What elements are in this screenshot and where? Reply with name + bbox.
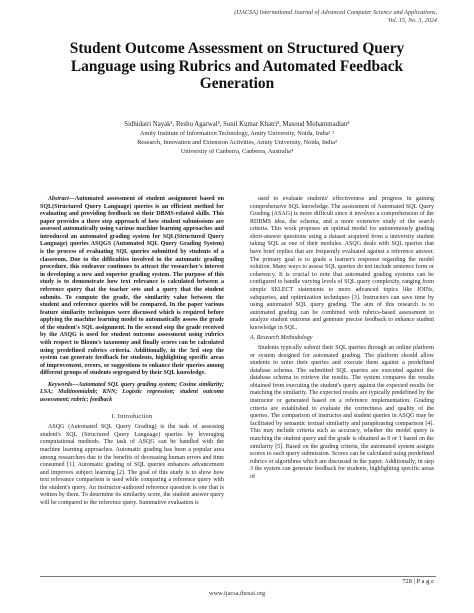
abstract-label: Abstract bbox=[48, 196, 69, 202]
abstract-text: —Automated assessment of student assignment based on SQL(Structured Query Language) queries is an efficient method for evaluating and providing feedback on their DBMS-related skills. This paper provides a three step approach of how student submissions are assessed automatically using various machine learning approaches and introduced an automated grading system for SQL(Structured Query Language) queries ASQGS (Automated SQL Query Grading System) is the process of evaluating SQL queries submitted by students of a classroom. Due to the difficulties involved in the automatic grading procedure, this endeavor continues to attract the researcher's interest in developing a new and superior grading system. The purpose of this study is to demonstrate how text relevance is calculated between a reference query that the teacher sets and a query that the student submits. To compute the grade, the similarity value between the student and reference queries will be compared. In the paper various feature similarity techniques were discussed which is required before applying the machine learning model to automatically assess the grade of the student's SQL assignment. In the second step the grade received by the ASQG is used for student outcome assessment using rubrics with respect to Bloom's taxonomy and finally scores can be calculated using predefined rubrics criteria. Additionally, in the 3rd step the system can generate feedback for students, highlighting specific areas of improvement, errors, or suggestions to enhance their queries among different groups of students segregated by their SQL knowledge. bbox=[40, 196, 224, 377]
footer-divider bbox=[40, 576, 436, 577]
paper-title: Student Outcome Assessment on Structured Query Language using Rubrics and Automated Feedback Generation bbox=[69, 40, 405, 93]
page-number: 728 | P a g e bbox=[401, 578, 434, 585]
left-column bbox=[40, 196, 224, 508]
subsection-heading-research-methodology: A. Research Methodology bbox=[250, 335, 313, 342]
journal-volume: Vol. 15, No. 3, 2024 bbox=[387, 17, 437, 24]
right-paragraph-2: Students typically submit their SQL queries through an online platform or system designed for automated grading. The platform should allow students to enter their queries and execute them against a predefined database schema. The submitted SQL queries are executed against the database schema to retrieve the results. The system compares the results obtained from executing the student's query against the expected results for matching the similarity. The expected results are typically predefined by the instructor or generated based on a reference implementation. Grading criteria are established to evaluate the correctness and quality of the queries. The comparison of instructor and student queries in ASQG may be facilitated by semantic textual similarity and paraphrasing comparison [4]. This may include criteria such as accuracy, whether the model query is matching the student query and the grade is obtained as 0 or 1 based on the similarity [5]. Based on the grading criteria, the automated system assigns scores to each query submission. Scores can be calculated using predefined rubrics or algorithms which are discussed in the paper. Additionally, in step 3 the system can generate feedback for students, highlighting specific areas of bbox=[250, 344, 434, 480]
section-heading-introduction: I. Introduction bbox=[111, 412, 153, 420]
keywords bbox=[40, 382, 224, 405]
affiliation-1: Amity Institute of Information Technology, Amity University, Noida, India¹ ² bbox=[139, 129, 335, 137]
author-block bbox=[40, 121, 434, 157]
affiliation-3: University of Canberra, Canberra, Australia⁴ bbox=[180, 147, 294, 155]
affiliation-2: Research, Innovation and Extension Activities, Amity University, Noida, India³ bbox=[137, 138, 337, 146]
introduction-paragraph: ASQG (Automated SQL Query Grading) is the task of assessing student's SQL (Structured Query Language) queries by leveraging computational methods. The task of ASQG can be handled with the machine learning approaches. Automatic grading has been a popular area among researchers due to the benefits of decreasing human errors and time consumed [1]. Automatic grading of SQL queries enhances advancement and improves subject learning [2]. The goal of this study is to show how text relevance comparison is used while comparing a reference query with the student's query. An instructor-authored reference question is one that is written by them. To determine its similarity score, the student answer query will be compared to the reference query. Summative evaluation is bbox=[40, 424, 224, 506]
right-column bbox=[250, 196, 434, 481]
journal-header bbox=[137, 9, 437, 25]
keywords-text: —Automated SQL query grading system; Cosine similarity; LSA; Multinomialnb; KNN; Logistic regression; student outcome assessment; rubric; feedback bbox=[40, 381, 224, 404]
keywords-label: Keywords bbox=[48, 381, 73, 388]
journal-url: www.ijacsa.thesai.org bbox=[208, 590, 266, 597]
author-names: Sidhidatri Nayak¹, Reshu Agarwal², Sunil Kumar Khatri³, Masoud Mohammadian⁴ bbox=[124, 121, 350, 128]
abstract bbox=[40, 196, 224, 378]
right-paragraph-1: used to evaluate students' effectiveness and progress in gaining comprehensive SQL knowledge. The assessment of Automated SQL Query Grading (ASAG) is more difficult since it involves a comprehension of the RDBMS idea, the schema, and a more extensive study of the search criteria. This work proposes an optimal model for autonomously grading short-answer questions using a dataset acquired from a university student taking SQL as one of their modules. ASQG deals with SQL queries that have brief replies that are frequently evaluated against a reference answer. The primary goal is to grade a learner's response regarding the model solution. Many ways to assess SQL queries do not include sentence form or coherency. It is crucial to note that automated grading systems can be configured to handle varying levels of SQL query complexity, ranging from simple SELECT statements to more advanced topics like JOINs, subqueries, and optimization techniques [3]. Instructors can save time by using automated SQL query grading. The aim of this research is to automated grading can be combined with rubrics-based assessment to analyze student outcome and generate precise feedback to enhance student knowledge in SQL. bbox=[250, 196, 434, 331]
journal-name: (IJACSA) International Journal of Advanced Computer Science and Applications, bbox=[234, 9, 437, 16]
